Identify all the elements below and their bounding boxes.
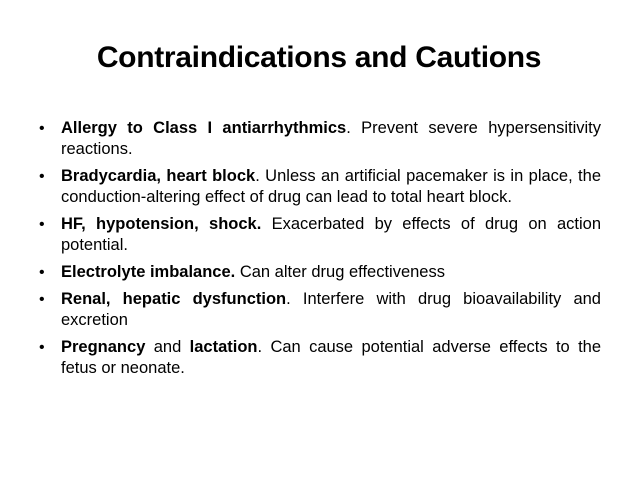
bullet-marker: • — [39, 120, 45, 137]
bullet-marker: • — [39, 216, 45, 233]
bullet-segment: . Prevent severe hypersensitivity reactions. — [61, 119, 601, 158]
bullet-segment: and — [145, 338, 190, 356]
bullet-segment: Exacerbated by effects of drug on action potential. — [61, 215, 602, 254]
bullet-segment: Electrolyte imbalance. — [61, 263, 236, 281]
bullet-item-pregnancy — [39, 337, 601, 379]
bullet-segment: . Unless an artificial pacemaker is in place, the conduction-altering effect of drug can lead to total heart block. — [61, 167, 601, 206]
bullet-text — [61, 338, 601, 377]
bullet-segment: . Can cause potential adverse effects to the fetus or neonate. — [61, 338, 602, 377]
bullet-segment: Bradycardia, heart block — [61, 167, 256, 185]
bullet-segment: HF, hypotension, shock. — [61, 215, 262, 233]
bullet-text — [61, 215, 601, 254]
bullet-marker: • — [39, 291, 45, 308]
bullet-text — [61, 290, 601, 329]
bullet-segment: Can alter drug effectiveness — [235, 263, 445, 281]
bullet-segment: Renal, hepatic dysfunction — [61, 290, 287, 308]
slide-title: Contraindications and Cautions — [96, 41, 542, 74]
bullet-text — [61, 263, 445, 281]
bullet-item-hf — [39, 214, 601, 256]
bullet-segment: Allergy to Class I antiarrhythmics — [61, 119, 347, 137]
bullet-marker: • — [39, 264, 45, 281]
bullet-list — [39, 118, 601, 385]
bullet-text — [61, 119, 601, 158]
bullet-text — [61, 167, 601, 206]
bullet-segment: Pregnancy — [61, 338, 146, 356]
bullet-marker: • — [39, 339, 45, 356]
bullet-segment: . Interfere with drug bioavailability and excretion — [61, 290, 601, 329]
bullet-item-bradycardia — [39, 166, 601, 208]
bullet-item-renal — [39, 289, 601, 331]
bullet-item-electrolyte — [39, 262, 601, 283]
bullet-segment: lactation — [189, 338, 258, 356]
bullet-item-allergy — [39, 118, 601, 160]
bullet-marker: • — [39, 168, 45, 185]
